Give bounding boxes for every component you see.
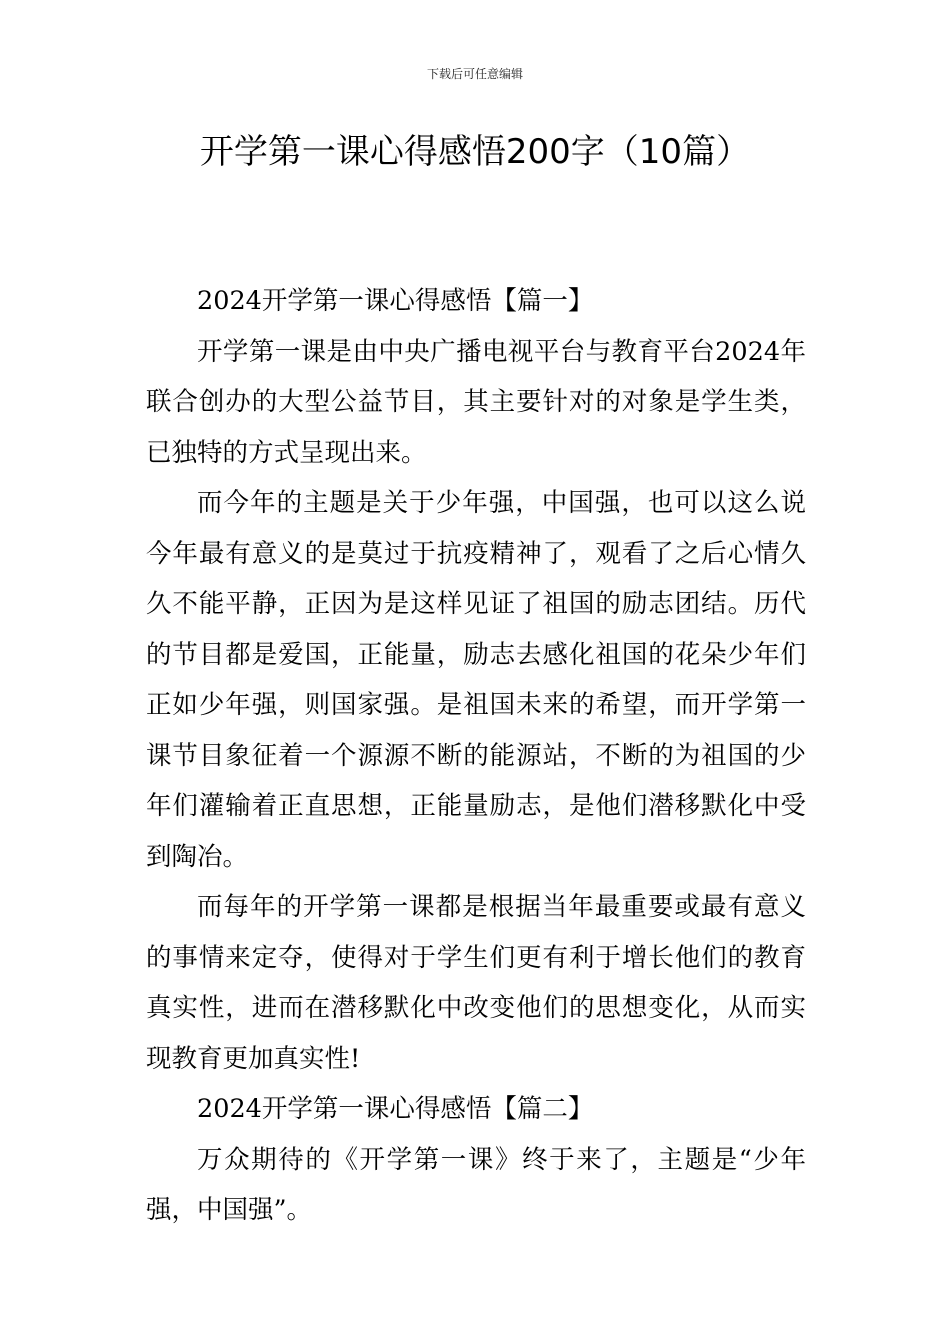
paragraph: 万众期待的《开学第一课》终于来了，主题是“少年强，中国强”。: [146, 1144, 806, 1225]
document-body: [146, 276, 806, 1236]
document-title: 开学第一课心得感悟200字（10篇）: [199, 132, 751, 172]
section-heading-1: 2024开学第一课心得感悟【篇一】: [197, 286, 594, 316]
paragraph: 而每年的开学第一课都是根据当年最重要或最有意义的事情来定夺，使得对于学生们更有利于增长他们的教育真实性，进而在潜移默化中改变他们的思想变化，从而实现教育更加真实性!: [146, 892, 806, 1074]
header-note: 下载后可任意编辑: [426, 67, 523, 81]
section-heading-2: 2024开学第一课心得感悟【篇二】: [197, 1094, 594, 1124]
paragraph: 开学第一课是由中央广播电视平台与教育平台2024年联合创办的大型公益节目，其主要针对的对象是学生类，已独特的方式呈现出来。: [146, 336, 806, 468]
paragraph: 而今年的主题是关于少年强，中国强，也可以这么说今年最有意义的是莫过于抗疫精神了，观看了之后心情久久不能平静，正因为是这样见证了祖国的励志团结。历代的节目都是爱国，正能量，励志去感化祖国的花朵少年们正如少年强，则国家强。是祖国未来的希望，而开学第一课节目象征着一个源源不断的能源站，不断的为祖国的少年们灌输着正直思想，正能量励志，是他们潜移默化中受到陶冶。: [146, 488, 806, 872]
